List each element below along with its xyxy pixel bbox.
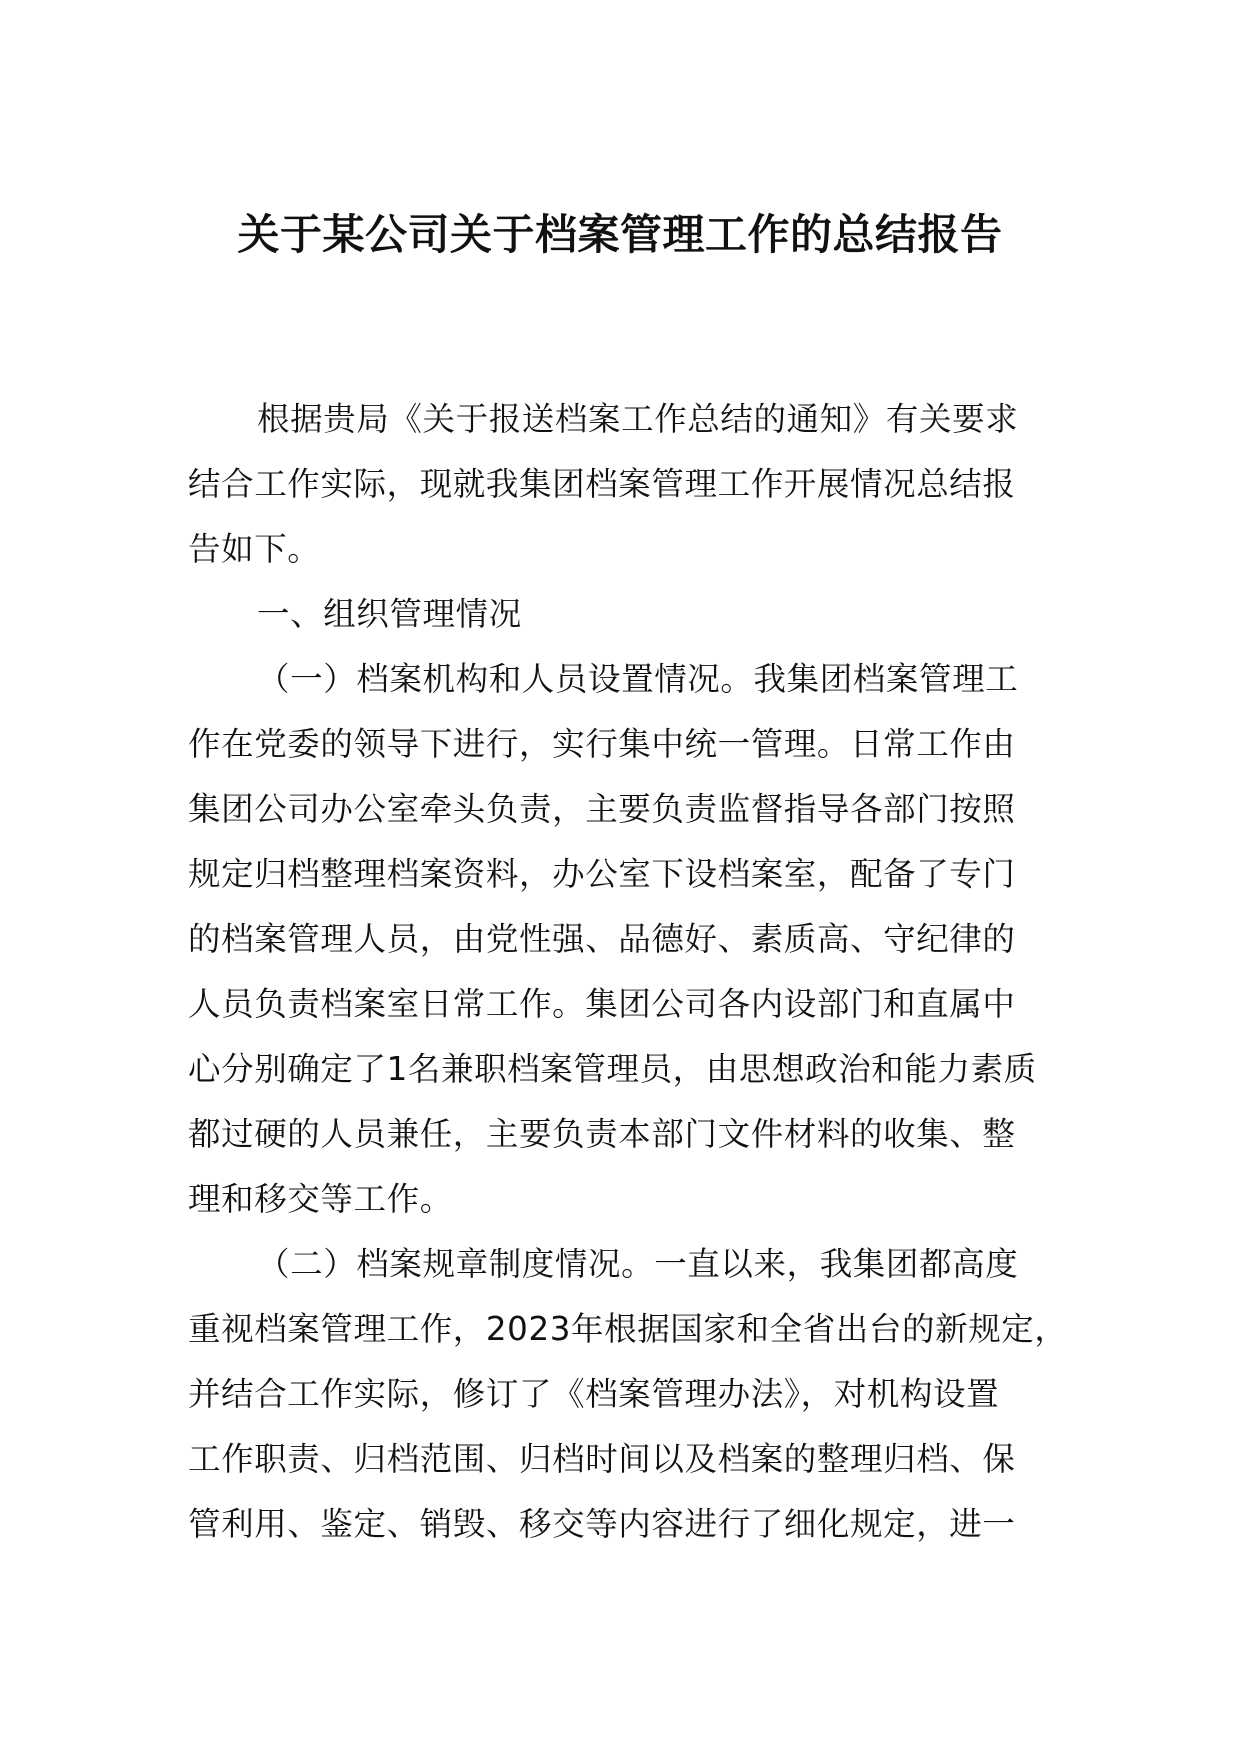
body-text-line: 的档案管理人员，由党性强、品德好、素质高、守纪律的 bbox=[188, 920, 1016, 958]
body-text-line: 心分别确定了1名兼职档案管理员，由思想政治和能力素质 bbox=[188, 1050, 1037, 1088]
body-text-line: 并结合工作实际，修订了《档案管理办法》，对机构设置 bbox=[188, 1375, 1000, 1413]
body-text-line: 工作职责、归档范围、归档时间以及档案的整理归档、保 bbox=[188, 1440, 1016, 1478]
body-text-line: 人员负责档案室日常工作。集团公司各内设部门和直属中 bbox=[188, 985, 1016, 1023]
body-text-line: 作在党委的领导下进行，实行集中统一管理。日常工作由 bbox=[188, 725, 1016, 763]
body-text-line: 集团公司办公室牵头负责，主要负责监督指导各部门按照 bbox=[188, 790, 1016, 828]
body-text-line: 结合工作实际，现就我集团档案管理工作开展情况总结报 bbox=[188, 465, 1016, 503]
body-text-line: 理和移交等工作。 bbox=[188, 1180, 453, 1218]
body-text-line: 规定归档整理档案资料，办公室下设档案室，配备了专门 bbox=[188, 855, 1016, 893]
body-text-line: 根据贵局《关于报送档案工作总结的通知》有关要求 bbox=[257, 400, 1019, 438]
body-text-line: 一、组织管理情况 bbox=[257, 595, 522, 633]
body-text-line: 重视档案管理工作，2023年根据国家和全省出台的新规定， bbox=[188, 1310, 1068, 1348]
body-text-line: 告如下。 bbox=[188, 530, 321, 568]
body-text-line: （二）档案规章制度情况。一直以来，我集团都高度 bbox=[257, 1245, 1019, 1283]
document-title: 关于某公司关于档案管理工作的总结报告 bbox=[237, 210, 1003, 259]
body-text-line: （一）档案机构和人员设置情况。我集团档案管理工 bbox=[257, 660, 1019, 698]
document-body bbox=[188, 387, 1068, 1557]
body-text-line: 都过硬的人员兼任，主要负责本部门文件材料的收集、整 bbox=[188, 1115, 1016, 1153]
body-text-line: 管利用、鉴定、销毁、移交等内容进行了细化规定，进一 bbox=[188, 1505, 1016, 1543]
